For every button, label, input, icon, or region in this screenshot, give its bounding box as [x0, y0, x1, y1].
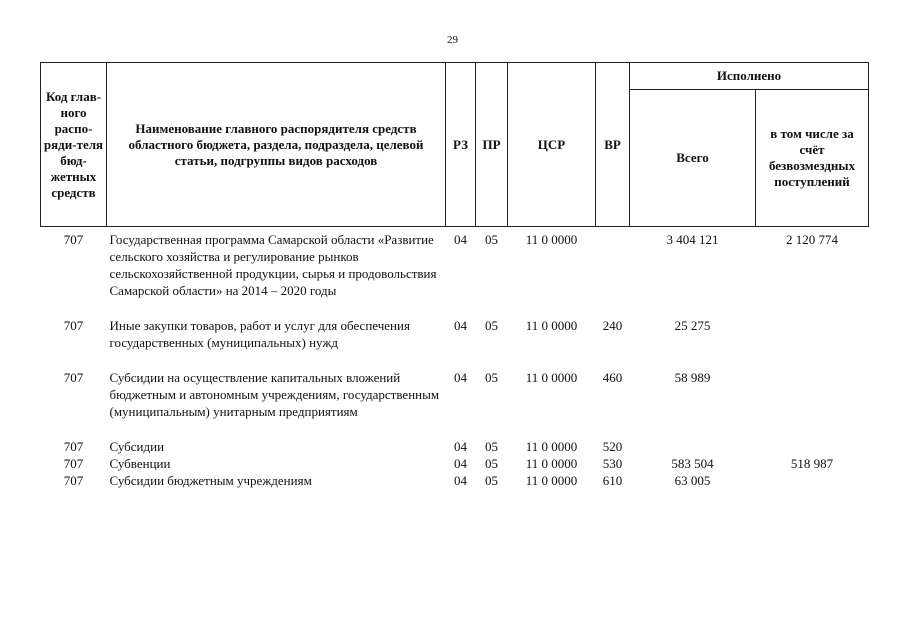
row-rz: 04: [454, 456, 467, 471]
row-total: 583 504: [671, 456, 714, 471]
header-executed: Исполнено: [630, 63, 869, 90]
row-csr: 11 0 0000: [525, 318, 578, 333]
row-rz: 04: [454, 439, 467, 454]
row-rz: 04: [454, 318, 467, 333]
row-vr: 520: [602, 439, 623, 454]
row-pr: 05: [485, 456, 498, 471]
row-total: 58 989: [674, 370, 711, 385]
row-name: Государственная программа Самарской области «Развитие сельского хозяйства и регулирование рынков сельскохозяйственной продукции, сырья и продовольствия Самарской области» на 2014 – 2020 годы: [109, 232, 437, 298]
row-total: 63 005: [674, 473, 711, 488]
page-number: 29: [447, 34, 458, 46]
row-rz: 04: [454, 473, 467, 488]
row-code: 707: [63, 318, 84, 333]
header-code: Код глав-ного распо-ряди-теля бюд-жетных средств: [41, 63, 107, 227]
header-csr: ЦСР: [508, 63, 596, 227]
row-csr: 11 0 0000: [525, 456, 578, 471]
row-csr: 11 0 0000: [525, 232, 578, 247]
row-total: 3 404 121: [666, 232, 719, 247]
row-csr: 11 0 0000: [525, 439, 578, 454]
row-csr: 11 0 0000: [525, 370, 578, 385]
table-row: [41, 472, 869, 489]
row-name: Иные закупки товаров, работ и услуг для обеспечения государственных (муниципальных) нужд: [109, 318, 410, 350]
budget-execution-table: [40, 62, 869, 489]
row-vr: [596, 227, 630, 318]
header-name: Наименование главного распорядителя средств областного бюджета, раздела, подраздела, целевой статьи, подгруппы видов расходов: [107, 63, 446, 227]
row-grant: [756, 438, 869, 455]
row-vr: 610: [602, 473, 623, 488]
header-row-top: [41, 63, 869, 90]
row-name: Субсидии на осуществление капитальных вложений бюджетным и автономным учреждениям, государственным (муниципальным) унитарным предприятиям: [109, 370, 440, 419]
row-vr: 460: [602, 370, 623, 385]
row-vr: 530: [602, 456, 623, 471]
row-grant: [756, 369, 869, 438]
row-vr: 240: [602, 318, 623, 333]
header-pr: ПР: [476, 63, 508, 227]
row-rz: 04: [454, 232, 467, 247]
row-code: 707: [63, 232, 84, 247]
row-rz: 04: [454, 370, 467, 385]
row-pr: 05: [485, 318, 498, 333]
table-row: [41, 455, 869, 472]
table-row: [41, 438, 869, 455]
row-total: [630, 438, 756, 455]
row-code: 707: [63, 370, 84, 385]
row-grant: [756, 317, 869, 369]
row-code: 707: [63, 473, 84, 488]
row-code: 707: [63, 456, 84, 471]
row-grant: 518 987: [790, 456, 834, 471]
row-code: 707: [63, 439, 84, 454]
row-name: Субсидии: [109, 439, 165, 454]
row-pr: 05: [485, 370, 498, 385]
header-grant: в том числе за счёт безвозмездных поступлений: [756, 90, 869, 227]
row-pr: 05: [485, 473, 498, 488]
row-csr: 11 0 0000: [525, 473, 578, 488]
row-grant: [756, 472, 869, 489]
table-row: [41, 317, 869, 369]
header-vr: ВР: [596, 63, 630, 227]
table-row: [41, 369, 869, 438]
table-row: [41, 227, 869, 318]
row-name: Субвенции: [109, 456, 171, 471]
row-pr: 05: [485, 439, 498, 454]
header-total: Всего: [630, 90, 756, 227]
row-total: 25 275: [674, 318, 711, 333]
row-pr: 05: [485, 232, 498, 247]
header-rz: РЗ: [446, 63, 476, 227]
row-grant: 2 120 774: [786, 232, 838, 247]
row-name: Субсидии бюджетным учреждениям: [109, 473, 312, 488]
